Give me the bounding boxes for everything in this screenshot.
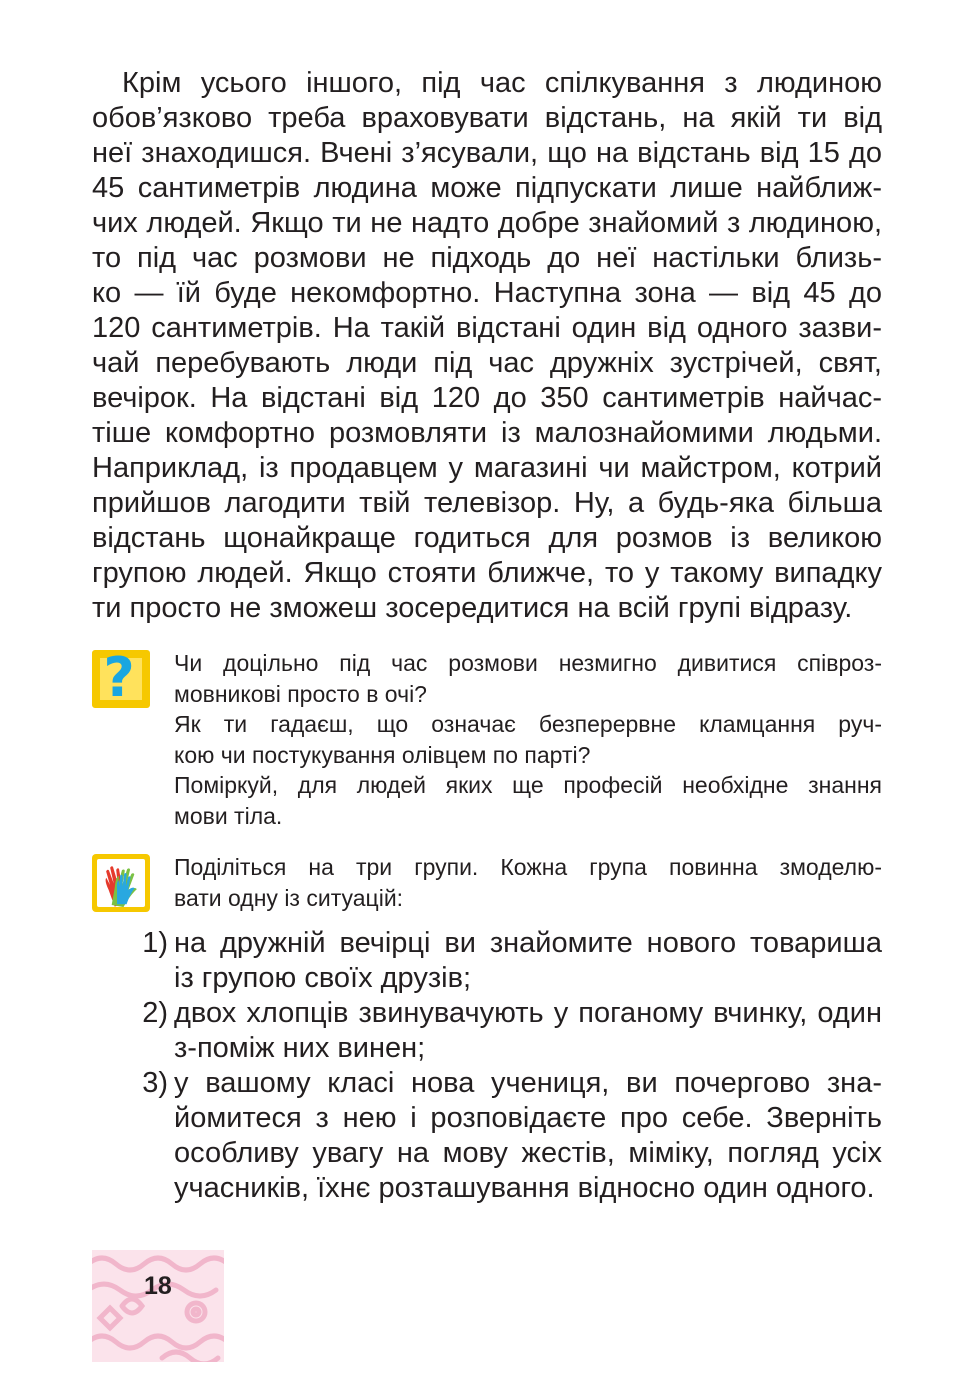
list-item-line: у вашому класі нова учениця, ви почергово зна- (174, 1067, 882, 1099)
paragraph-line: тіше комфортно розмовляти із малознайомими людьми. (92, 417, 882, 449)
task-text (174, 852, 882, 913)
paragraph-line: неї знаходишся. Вчені з’ясували, що на відстань від 15 до (92, 137, 882, 169)
paragraph-line: обов’язково треба враховувати відстань, на якій ти від (92, 102, 882, 134)
question-line: Поміркуй, для людей яких ще професій необхідне знання (174, 772, 882, 798)
list-item (132, 926, 882, 996)
paragraph-line: чай перебувають люди під час дружніх зустрічей, свят, (92, 347, 882, 379)
paragraph-line: відстань щонайкраще годиться для розмов із великою (92, 522, 882, 554)
question-line: мови тіла. (174, 802, 283, 829)
question-mark-icon: ? (92, 650, 150, 708)
paragraph-line: ти просто не зможеш зосередитися на всій групі відразу. (92, 592, 853, 624)
paragraph-line: то під час розмови не підходь до неї настільки близь- (92, 242, 882, 274)
paragraph-line: Крім усього іншого, під час спілкування з людиною (122, 67, 882, 99)
list-item-number: 2) (142, 997, 168, 1029)
paragraph-line: чих людей. Якщо ти не надто добре знайомий з людиною, (92, 207, 882, 239)
list-item-line: особливу увагу на мову жестів, міміку, погляд усіх (174, 1137, 882, 1169)
list-item-number: 1) (142, 927, 168, 959)
colored-hands-icon (92, 854, 150, 912)
list-item (132, 1066, 882, 1206)
questions-text (174, 648, 882, 831)
main-paragraph (92, 66, 882, 626)
list-item-line: із групою своїх друзів; (174, 962, 472, 994)
page-corner-ornament (92, 1250, 224, 1362)
task-line: вати одну із ситуацій: (174, 884, 404, 911)
paragraph-line: Наприклад, із продавцем у магазині чи майстром, котрий (92, 452, 882, 484)
situations-list (132, 926, 882, 1206)
question-line: кою чи постукування олівцем по парті? (174, 741, 591, 768)
list-item-line: йомитеся з нею і розповідаєте про себе. Зверніть (174, 1102, 882, 1134)
list-item-line: з-поміж них винен; (174, 1032, 426, 1064)
page-number: 18 (144, 1272, 172, 1300)
question-line: Чи доцільно під час розмови незмигно дивитися співроз- (174, 650, 882, 676)
list-item-line: на дружній вечірці ви знайомите нового товариша (174, 927, 882, 959)
question-line: мовникові просто в очі? (174, 680, 427, 707)
question-line: Як ти гадаєш, що означає безперервне кламцання руч- (174, 711, 882, 737)
list-item-number: 3) (142, 1067, 168, 1099)
paragraph-line: вечірок. На відстані від 120 до 350 сантиметрів найчас- (92, 382, 882, 414)
list-item-line: учасників, їхнє розташування відносно один одного. (174, 1172, 875, 1204)
paragraph-line: групою людей. Якщо стояти ближче, то у такому випадку (92, 557, 882, 589)
list-item-line: двох хлопців звинувачують у поганому вчинку, один (174, 997, 882, 1029)
paragraph-line: прийшов лагодити твій телевізор. Ну, а будь-яка більша (92, 487, 882, 519)
paragraph-line: ко — їй буде некомфортно. Наступна зона — від 45 до (92, 277, 882, 309)
paragraph-line: 120 сантиметрів. На такій відстані один від одного зазви- (92, 312, 882, 344)
list-item (132, 996, 882, 1066)
task-line: Поділіться на три групи. Кожна група повинна змоделю- (174, 854, 882, 880)
paragraph-line: 45 сантиметрів людина може підпускати лише найближ- (92, 172, 882, 204)
